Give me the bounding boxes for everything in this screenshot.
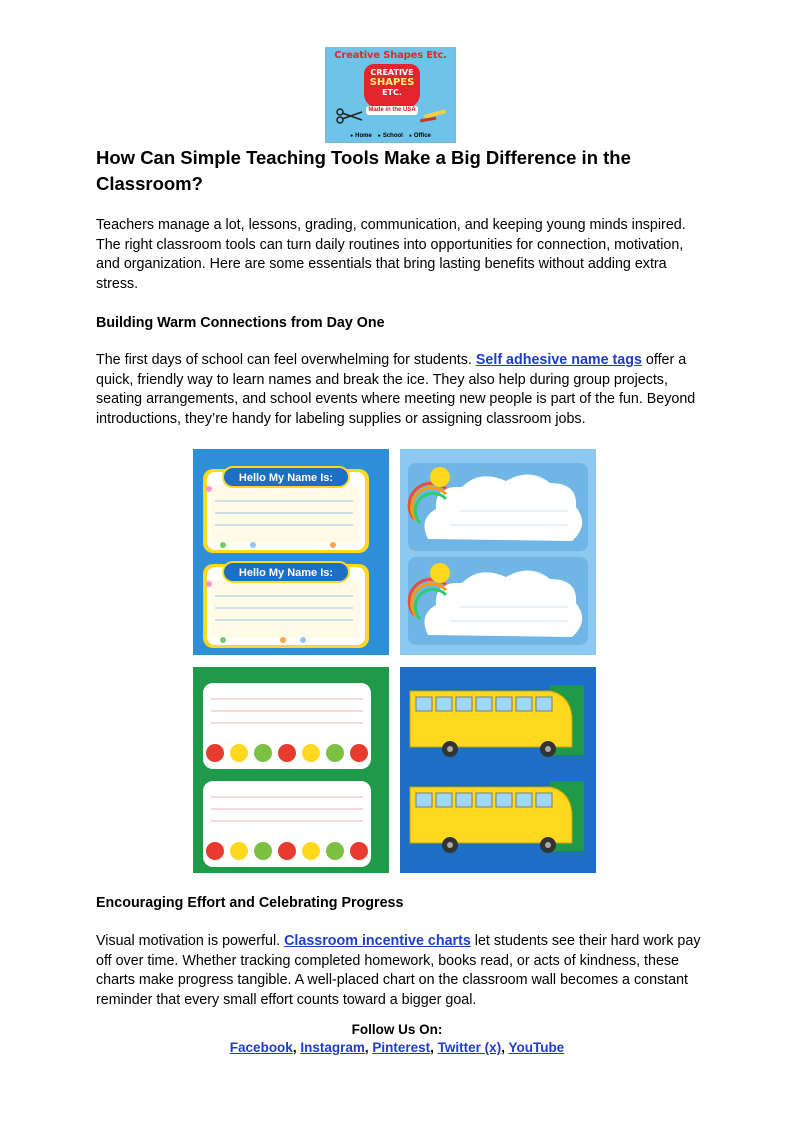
section2-text-before: Visual motivation is powerful. xyxy=(96,933,285,949)
apple-name-tag-panel xyxy=(193,667,389,873)
incentive-charts-link[interactable]: Classroom incentive charts xyxy=(284,933,471,949)
section1-text-after: offer a quick, friendly way to learn names and break the ice. They also help during group projects, seating arrangements, and school events where meeting new people is part of the fun. Beyond introductions, they’re handy for labeling supplies or assigning classroom jobs. xyxy=(96,352,696,427)
hello-name-tag-panel xyxy=(193,449,389,655)
brand-logo[interactable] xyxy=(325,47,456,143)
cloud-name-tag-panel xyxy=(400,449,596,655)
section2-heading: Encouraging Effort and Celebrating Progress xyxy=(96,895,404,911)
section1-text-before: The first days of school can feel overwhelming for students. xyxy=(96,352,476,368)
name-tags-image xyxy=(193,449,596,873)
hello-tag-label-bottom: Hello My Name Is: xyxy=(238,567,334,579)
apple-tag-graphic xyxy=(193,667,389,873)
logo-ribbon: Made in the USA xyxy=(366,106,418,115)
section1-paragraph xyxy=(96,351,702,429)
social-separator: , xyxy=(501,1040,509,1055)
logo-footer-office: ● Office xyxy=(409,133,431,139)
youtube-link[interactable]: YouTube xyxy=(508,1040,565,1055)
logo-badge-line3: ETC. xyxy=(382,88,402,97)
logo-badge-line1: CREATIVE xyxy=(370,68,414,77)
article-title: How Can Simple Teaching Tools Make a Big Difference in the Classroom? xyxy=(96,147,631,194)
section1-heading: Building Warm Connections from Day One xyxy=(96,315,385,331)
facebook-link[interactable]: Facebook xyxy=(229,1040,293,1055)
logo-footer-home: ● Home xyxy=(350,133,372,139)
pinterest-link[interactable]: Pinterest xyxy=(372,1040,431,1055)
bus-tag-graphic xyxy=(400,667,596,873)
social-separator: , xyxy=(364,1040,373,1055)
section2-paragraph xyxy=(96,932,702,1010)
scissors-icon xyxy=(332,106,452,126)
logo-title: Creative Shapes Etc. xyxy=(334,50,447,61)
hello-tag-label-top: Hello My Name Is: xyxy=(238,472,334,484)
twitter-link[interactable]: Twitter (x) xyxy=(437,1040,502,1055)
social-separator: , xyxy=(292,1040,301,1055)
instagram-link[interactable]: Instagram xyxy=(300,1040,365,1055)
section2-text-after: let students see their hard work pay off over time. Whether tracking completed homework, books read, or acts of kindness, these charts make progress tangible. A well-placed chart on the classroom wall becomes a constant reminder that every small effort counts toward a bigger goal. xyxy=(96,933,701,1008)
logo-badge xyxy=(364,64,420,108)
follow-us-label: Follow Us On: xyxy=(351,1022,443,1037)
name-tags-link[interactable]: Self adhesive name tags xyxy=(475,352,642,368)
logo-footer xyxy=(326,133,455,139)
social-links xyxy=(0,1040,794,1055)
cloud-tag-graphic xyxy=(400,449,596,655)
logo-badge-line2: SHAPES xyxy=(369,77,415,88)
logo-footer-school: ● School xyxy=(378,133,403,139)
intro-paragraph: Teachers manage a lot, lessons, grading, communication, and keeping young minds inspired. The right classroom tools can turn daily routines into opportunities for connection, motivation, and organization. Here are some essentials that bring lasting benefits without adding extra stress. xyxy=(96,217,686,292)
bus-name-tag-panel xyxy=(400,667,596,873)
social-separator: , xyxy=(430,1040,438,1055)
